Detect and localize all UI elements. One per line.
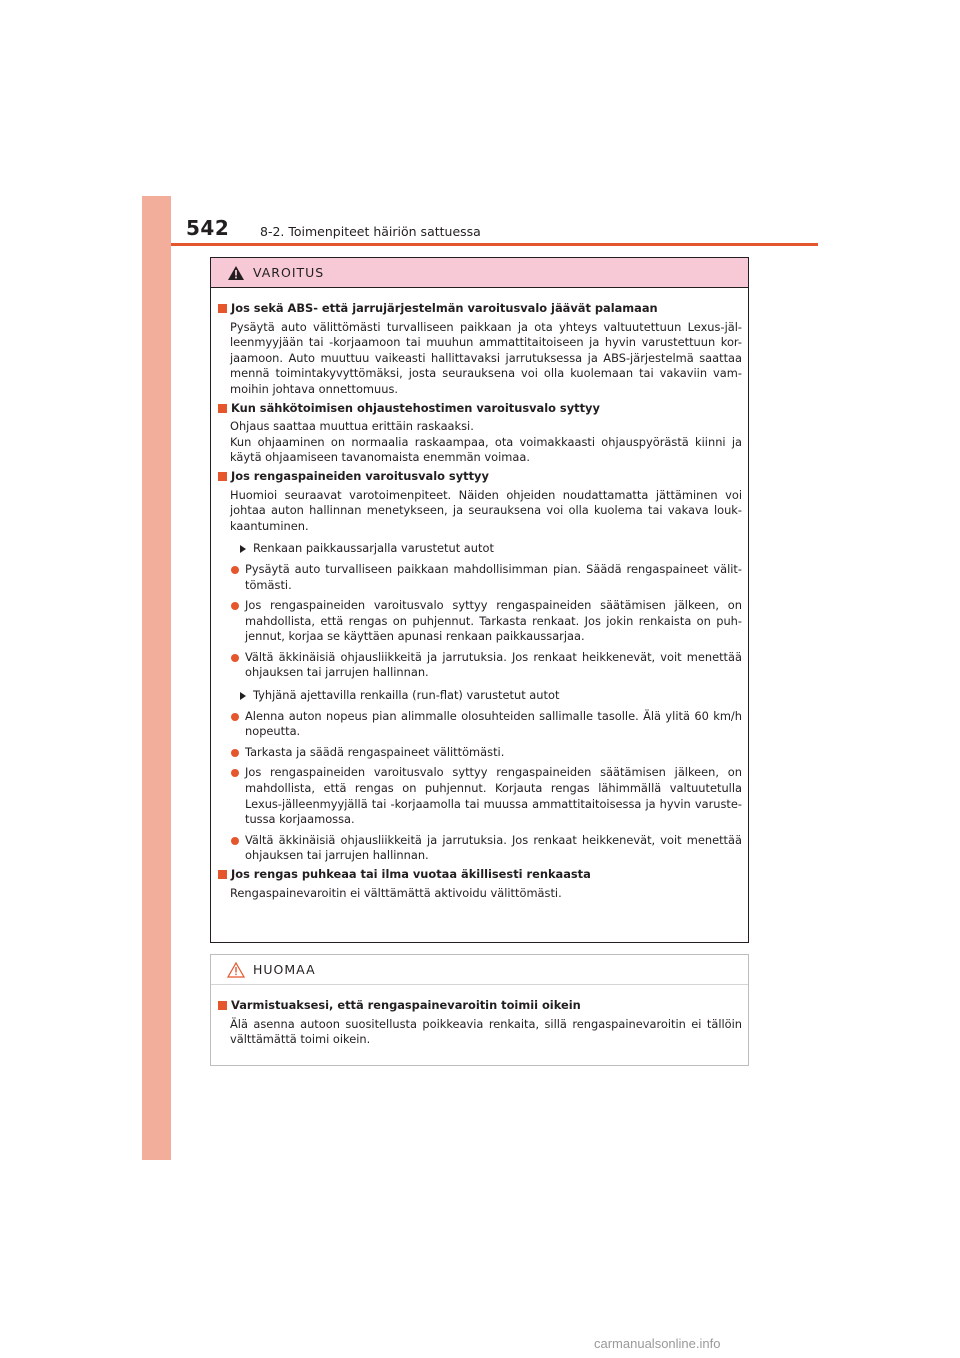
dot-bullet-icon (231, 713, 239, 721)
dot-bullet-icon (231, 749, 239, 757)
triangle-right-icon (240, 692, 246, 700)
watermark: carmanualsonline.info (594, 1336, 721, 1351)
dot-bullet-icon (231, 769, 239, 777)
triangle-right-icon (240, 545, 246, 553)
list-item: Vältä äkkinäisiä ohjausliikkeitä ja jarrutuksia. Jos renkaat heikkenevät, voit menettää ohjauksen tai jarrujen hallinnan. (218, 650, 742, 681)
warning-body (211, 288, 748, 901)
list-item: Vältä äkkinäisiä ohjausliikkeitä ja jarrutuksia. Jos renkaat heikkenevät, voit menettää ohjauksen tai jarrujen hallinnan. (218, 833, 742, 864)
dot-bullet-icon (231, 602, 239, 610)
notice-title: HUOMAA (253, 962, 316, 977)
item-text: Huomioi seuraavat varotoimenpiteet. Näiden ohjeiden noudattamatta jättäminen voi johtaa auton hallinnan menetykseen, ja seurauksena voi olla kuolema tai vakava louk- kaantuminen. (230, 487, 742, 533)
warning-triangle-icon (227, 265, 245, 281)
sub-heading: Tyhjänä ajettavilla renkailla (run-flat) varustetut autot (218, 688, 742, 704)
notice-header (211, 955, 748, 985)
section-title: 8-2. Toimenpiteet häiriön sattuessa (260, 224, 481, 239)
square-bullet-icon (218, 304, 227, 313)
list-item: Jos rengaspaineiden varoitusvalo syttyy rengaspaineiden säätämisen jälkeen, on mahdollista, että rengas on puhjennut. Tarkasta renkaat. Jos jokin renkaista on puh- jennut, korjaa se käyttäen apunasi renkaan paikkaussarjaa. (218, 598, 742, 645)
warning-title: VAROITUS (253, 265, 325, 280)
header-rule (171, 243, 818, 246)
warning-header (211, 258, 748, 288)
notice-body (211, 985, 748, 1048)
notice-box (210, 954, 749, 1066)
caution-triangle-icon (227, 962, 245, 978)
list-item: Jos rengaspaineiden varoitusvalo syttyy rengaspaineiden säätämisen jälkeen, on mahdollista, että rengas on puhjennut. Korjauta rengas lähimmällä valtuutetulla Lexus-jälleenmyyjällä tai -korjaamolla tai muussa ammattitaitoisessa ja hyvin varuste- tussa korjaamossa. (218, 765, 742, 827)
item-heading: Jos rengaspaineiden varoitusvalo syttyy (218, 469, 742, 485)
list-item: Pysäytä auto turvalliseen paikkaan mahdollisimman pian. Säädä rengaspaineet välit- tömästi. (218, 562, 742, 593)
item-text: Rengaspainevaroitin ei välttämättä aktivoidu välittömästi. (230, 885, 562, 900)
item-text: Ohjaus saattaa muuttua erittäin raskaaksi. (230, 419, 474, 434)
item-heading: Varmistuaksesi, että rengaspainevaroitin toimii oikein (218, 998, 742, 1014)
item-heading: Jos rengas puhkeaa tai ilma vuotaa äkillisesti renkaasta (218, 867, 742, 883)
square-bullet-icon (218, 1001, 227, 1010)
item-heading: Kun sähkötoimisen ohjaustehostimen varoitusvalo syttyy (218, 401, 742, 417)
item-heading: Jos sekä ABS- että jarrujärjestelmän varoitusvalo jäävät palamaan (218, 301, 742, 317)
item-text: Älä asenna autoon suositellusta poikkeavia renkaita, sillä rengaspainevaroitin ei tällöin välttämättä toimi oikein. (230, 1016, 742, 1047)
list-item: Tarkasta ja säädä rengaspaineet välittömästi. (218, 745, 742, 761)
dot-bullet-icon (231, 837, 239, 845)
item-text: Kun ohjaaminen on normaalia raskaampaa, ota voimakkaasti ohjauspyörästä kiinni ja käytä ohjaamiseen tavanomaista enemmän voimaa. (230, 434, 742, 465)
square-bullet-icon (218, 404, 227, 413)
dot-bullet-icon (231, 654, 239, 662)
page-number: 542 (186, 216, 230, 240)
warning-box (210, 257, 749, 943)
sub-heading: Renkaan paikkaussarjalla varustetut autot (218, 541, 742, 557)
item-text: Pysäytä auto välittömästi turvalliseen paikkaan ja ota yhteys valtuutettuun Lexus-jäl- leenmyyjään tai -korjaamoon tai muuhun ammattitaitoiseen ja hyvin varustettuun kor- jaamoon. Auto muuttuu vaikeasti hallittavaksi jarrutuksessa ja ABS-järjestelmä saattaa mennä toimintakyvyttömäksi, josta seurauksena voi olla kuolemaan tai vakaviin vam- moihin johtava onnettomuus. (230, 319, 742, 396)
list-item: Alenna auton nopeus pian alimmalle olosuhteiden sallimalle tasolle. Älä ylitä 60 km/h nopeutta. (218, 709, 742, 740)
square-bullet-icon (218, 472, 227, 481)
chapter-side-bar (142, 196, 171, 1160)
square-bullet-icon (218, 870, 227, 879)
dot-bullet-icon (231, 566, 239, 574)
